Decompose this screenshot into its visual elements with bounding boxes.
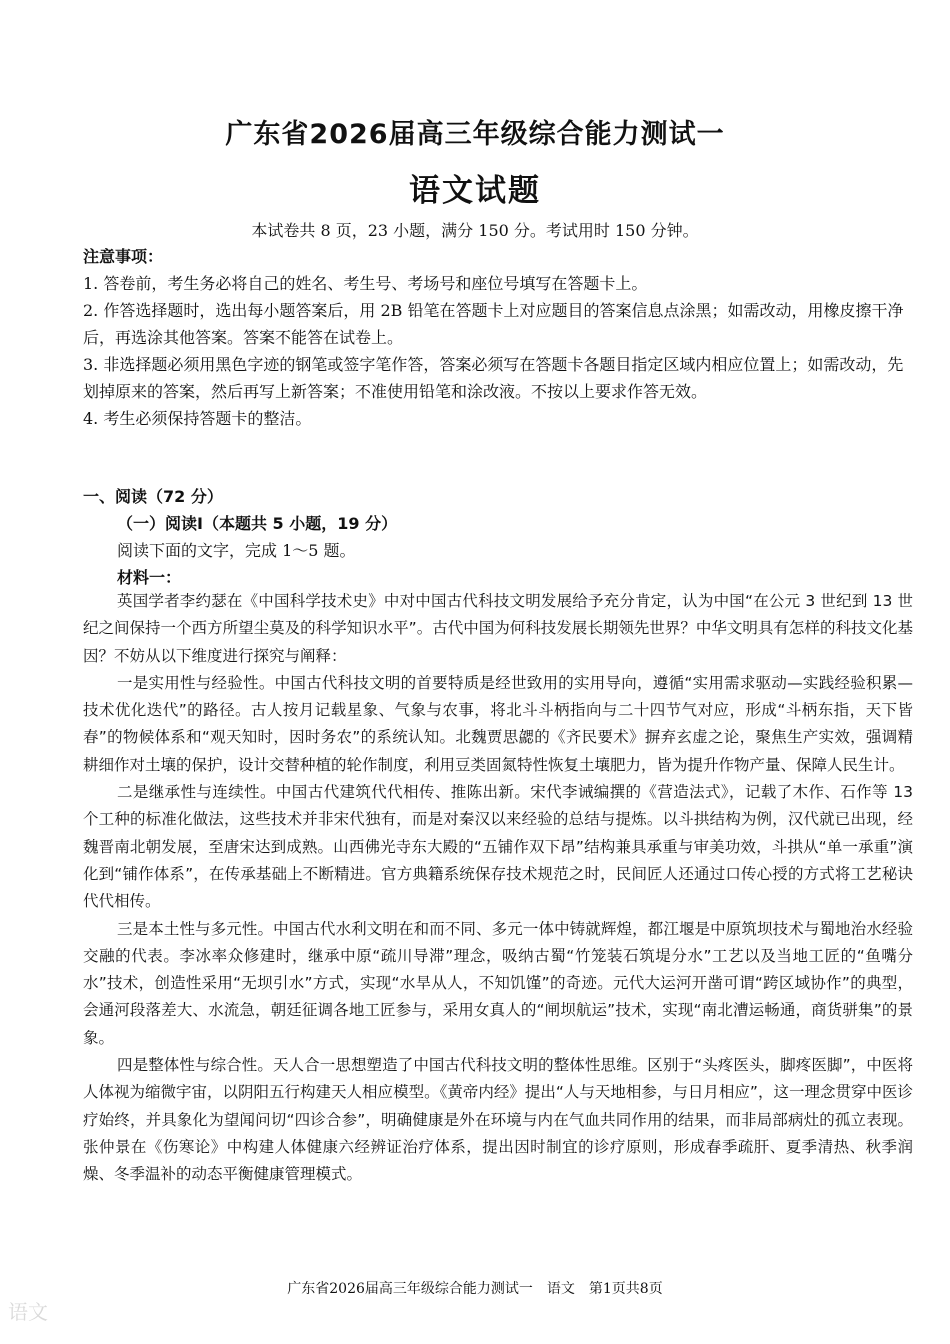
section-reading [83, 483, 913, 591]
section-heading: 一、阅读（72 分） [83, 487, 223, 506]
note-item-3: 3. 非选择题必须用黑色字迹的钢笔或签字笔作答，答案必须写在答题卡各题目指定区域内相应位置上；如需改动，先划掉原来的答案，然后再写上新答案；不准使用铅笔和涂改液。不按以上要求作答无效。 [83, 355, 904, 401]
watermark: 语文 [8, 1300, 48, 1324]
material-paragraph: 一是实用性与经验性。中国古代科技文明的首要特质是经世致用的实用导向，遵循“实用需求驱动—实践经验积累—技术优化迭代”的路径。古人按月记载星象、气象与农事，将北斗斗柄指向与二十四节气对应，形成“斗柄东指，天下皆春”的物候体系和“观天知时，因时务农”的系统认知。北魏贾思勰的《齐民要术》摒弃玄虚之论，聚焦生产实效，强调精耕细作对土壤的保护，设计交替种植的轮作制度，利用豆类固氮特性恢复土壤肥力，皆为提升作物产量、保障人民生计。 [83, 673, 913, 774]
exam-title: 广东省2026届高三年级综合能力测试一 [225, 119, 725, 150]
page-footer: 广东省2026届高三年级综合能力测试一 语文 第1页共8页 [287, 1281, 663, 1297]
material-label: 材料一： [117, 568, 182, 587]
material-paragraph: 三是本土性与多元性。中国古代水利文明在和而不同、多元一体中铸就辉煌，都江堰是中原筑坝技术与蜀地治水经验交融的代表。李冰率众修建时，继承中原“疏川导滞”理念，吸纳古蜀“竹笼装石筑堤分水”工艺以及当地工匠的“鱼嘴分水”技术，创造性采用“无坝引水”方式，实现“水旱从人，不知饥馑”的奇迹。元代大运河开凿可谓“跨区域协作”的典型，会通河段落差大、水流急，朝廷征调各地工匠参与，采用女真人的“闸坝航运”技术，实现“南北漕运畅通，商货骈集”的景象。 [83, 919, 913, 1047]
notes-block [83, 243, 913, 432]
material-paragraph: 二是继承性与连续性。中国古代建筑代代相传、推陈出新。宋代李诫编撰的《营造法式》，记载了木作、石作等 13 个工种的标准化做法，这些技术并非宋代独有，而是对秦汉以来经验的总结与提炼。以斗拱结构为例，汉代就已出现，经魏晋南北朝发展，至唐宋达到成熟。山西佛光寺东大殿的“五铺作双下昂”结构兼具承重与审美功效，斗拱从“单一承重”演化到“铺作体系”，在传承基础上不断精进。官方典籍系统保存技术规范之时，民间匠人还通过口传心授的方式将工艺秘诀代代相传。 [83, 783, 913, 911]
exam-info: 本试卷共 8 页，23 小题，满分 150 分。考试用时 150 分钟。 [251, 221, 699, 240]
material-paragraph: 四是整体性与综合性。天人合一思想塑造了中国古代科技文明的整体性思维。区别于“头疼医头，脚疼医脚”，中医将人体视为缩微宇宙，以阴阳五行构建天人相应模型。《黄帝内经》提出“人与天地相参，与日月相应”，这一理念贯穿中医诊疗始终，并具象化为望闻问切“四诊合参”，明确健康是外在环境与内在气血共同作用的结果，而非局部病灶的孤立表现。张仲景在《伤寒论》中构建人体健康六经辨证治疗体系，提出因时制宜的诊疗原则，形成春季疏肝、夏季清热、秋季润燥、冬季温补的动态平衡健康管理模式。 [83, 1056, 913, 1184]
note-item-1: 1. 答卷前，考生务必将自己的姓名、考生号、考场号和座位号填写在答题卡上。 [83, 274, 648, 293]
material-paragraph: 英国学者李约瑟在《中国科学技术史》中对中国古代科技文明发展给予充分肯定，认为中国“在公元 3 世纪到 13 世纪之间保持一个西方所望尘莫及的科学知识水平”。古代中国为何科技发展长期领先世界？中华文明具有怎样的科技文化基因？不妨从以下维度进行探究与阐释： [83, 592, 913, 665]
subject-title: 语文试题 [409, 173, 541, 209]
subsection-heading: （一）阅读Ⅰ（本题共 5 小题，19 分） [117, 514, 398, 533]
material-text [83, 588, 913, 1189]
reading-instruction: 阅读下面的文字，完成 1～5 题。 [117, 541, 356, 560]
notes-heading: 注意事项： [83, 247, 164, 266]
note-item-2: 2. 作答选择题时，选出每小题答案后，用 2B 铅笔在答题卡上对应题目的答案信息点涂黑；如需改动，用橡皮擦干净后，再选涂其他答案。答案不能答在试卷上。 [83, 301, 904, 347]
note-item-4: 4. 考生必须保持答题卡的整洁。 [83, 409, 312, 428]
